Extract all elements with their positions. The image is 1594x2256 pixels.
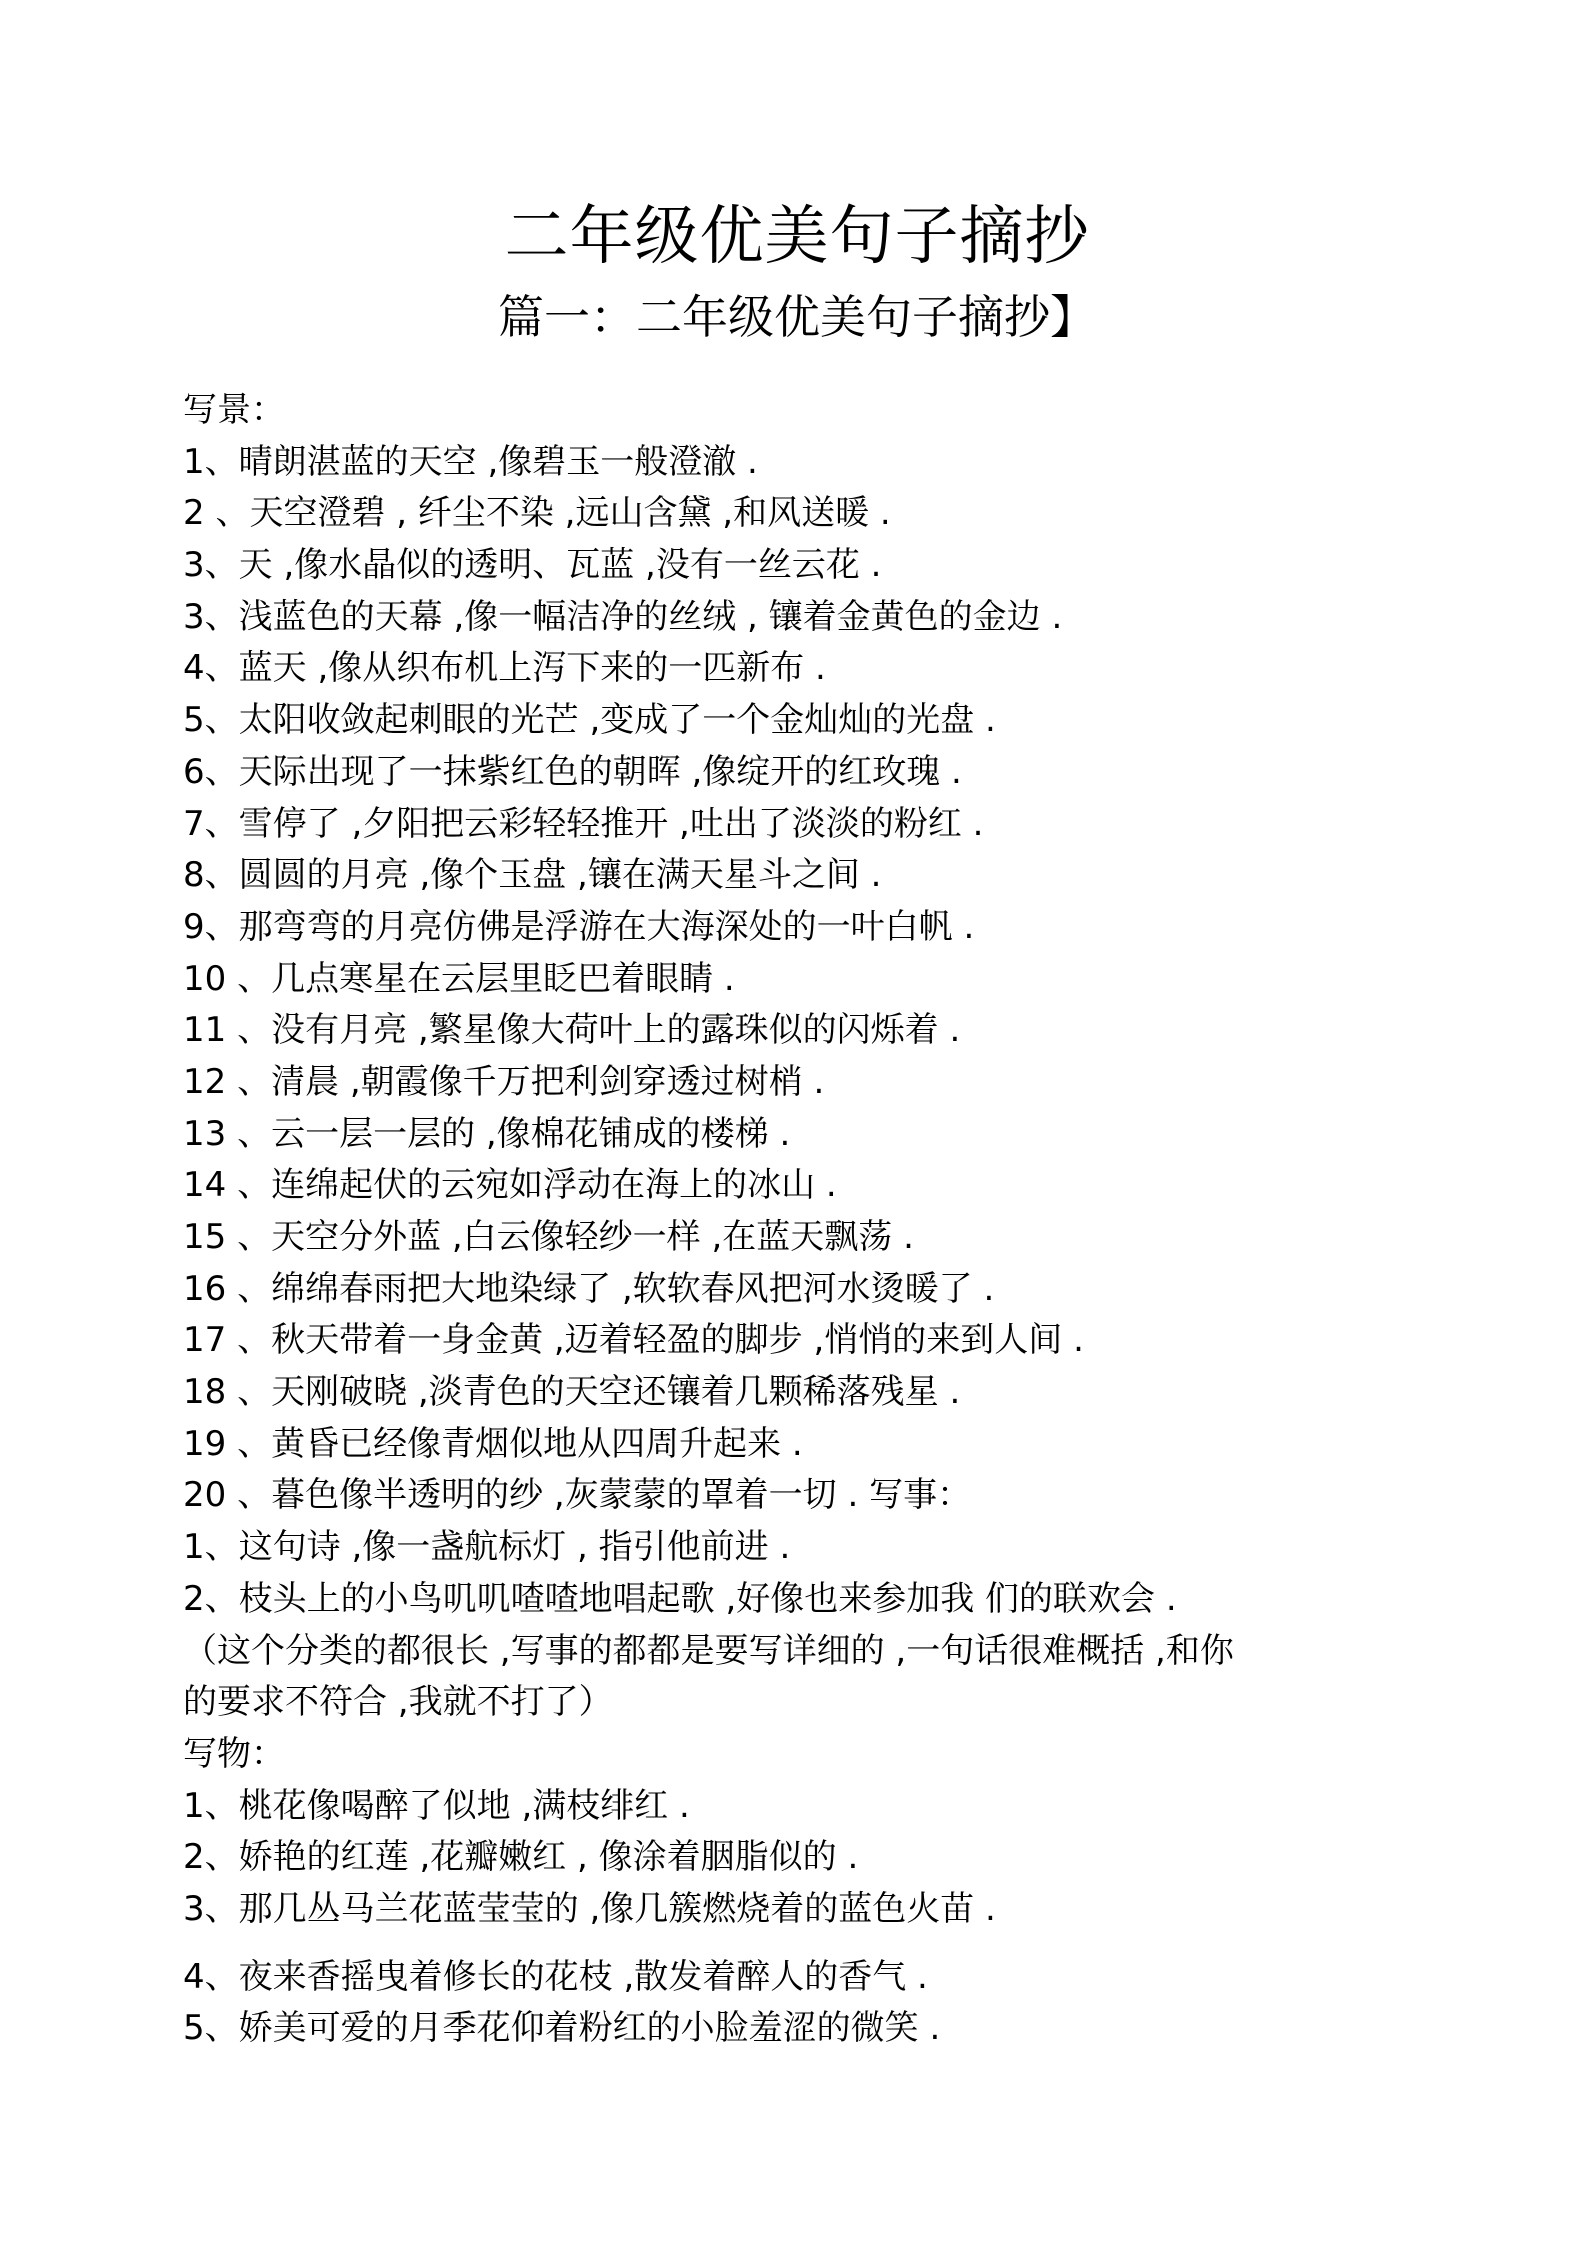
sentence-line: 14 、连绵起伏的云宛如浮动在海上的冰山 .: [183, 1165, 837, 1206]
sentence-line: 6、天际出现了一抹紫红色的朝晖 ,像绽开的红玫瑰 .: [183, 751, 962, 792]
sentence-line: 18 、天刚破晓 ,淡青色的天空还镶着几颗稀落残星 .: [183, 1372, 961, 1413]
sentence-line: 11 、没有月亮 ,繁星像大荷叶上的露珠似的闪烁着 .: [183, 1010, 961, 1051]
sentence-line: 5、娇美可爱的月季花仰着粉红的小脸羞涩的微笑 .: [183, 2008, 941, 2049]
sentence-line: 2、枝头上的小鸟叽叽喳喳地唱起歌 ,好像也来参加我 们的联欢会 .: [183, 1578, 1177, 1619]
page-title: 二年级优美句子摘抄: [504, 200, 1090, 274]
sentence-line: 7、雪停了 ,夕阳把云彩轻轻推开 ,吐出了淡淡的粉红 .: [183, 803, 984, 844]
section-heading-objects: 写物：: [183, 1733, 285, 1774]
sentence-line: 3、那几丛马兰花蓝莹莹的 ,像几簇燃烧着的蓝色火苗 .: [183, 1888, 996, 1929]
sentence-line: 19 、黄昏已经像青烟似地从四周升起来 .: [183, 1423, 803, 1464]
sentence-line: 10 、几点寒星在云层里眨巴着眼睛 .: [183, 958, 735, 999]
sentence-line: 17 、秋天带着一身金黄 ,迈着轻盈的脚步 ,悄悄的来到人间 .: [183, 1320, 1084, 1361]
sentence-line: 2 、天空澄碧 , 纤尘不染 ,远山含黛 ,和风送暖 .: [183, 493, 891, 534]
note-line: 的要求不符合 ,我就不打了）: [183, 1682, 613, 1723]
sentence-line: 9、那弯弯的月亮仿佛是浮游在大海深处的一叶白帆 .: [183, 906, 975, 947]
sentence-line: 16 、绵绵春雨把大地染绿了 ,软软春风把河水烫暖了 .: [183, 1268, 995, 1309]
note-line: （这个分类的都很长 ,写事的都都是要写详细的 ,一句话很难概括 ,和你: [183, 1630, 1234, 1671]
sentence-line: 15 、天空分外蓝 ,白云像轻纱一样 ,在蓝天飘荡 .: [183, 1217, 914, 1257]
sentence-line: 1、晴朗湛蓝的天空 ,像碧玉一般澄澈 .: [183, 441, 758, 482]
sentence-line: 13 、云一层一层的 ,像棉花铺成的楼梯 .: [183, 1113, 791, 1154]
sentence-line: 4、夜来香摇曳着修长的花枝 ,散发着醉人的香气 .: [183, 1956, 928, 1997]
sentence-line: 8、圆圆的月亮 ,像个玉盘 ,镶在满天星斗之间 .: [183, 855, 882, 896]
section-heading-scenery: 写景：: [183, 390, 285, 430]
sentence-line: 2、娇艳的红莲 ,花瓣嫩红 , 像涂着胭脂似的 .: [183, 1837, 859, 1878]
sentence-line: 1、这句诗 ,像一盏航标灯 , 指引他前进 .: [183, 1527, 791, 1568]
page-subtitle: 篇一：二年级优美句子摘抄】: [498, 290, 1096, 344]
sentence-line: 3、浅蓝色的天幕 ,像一幅洁净的丝绒 , 镶着金黄色的金边 .: [183, 596, 1063, 637]
sentence-line: 4、蓝天 ,像从织布机上泻下来的一匹新布 .: [183, 648, 826, 689]
document-body: [183, 385, 1433, 2055]
sentence-line: 1、桃花像喝醉了似地 ,满枝绯红 .: [183, 1785, 690, 1826]
sentence-line: 20 、暮色像半透明的纱 ,灰蒙蒙的罩着一切 . 写事：: [183, 1475, 972, 1516]
sentence-line: 12 、清晨 ,朝霞像千万把利剑穿透过树梢 .: [183, 1061, 825, 1102]
sentence-line: 3、天 ,像水晶似的透明、瓦蓝 ,没有一丝云花 .: [183, 545, 882, 586]
sentence-line: 5、太阳收敛起刺眼的光芒 ,变成了一个金灿灿的光盘 .: [183, 700, 996, 741]
